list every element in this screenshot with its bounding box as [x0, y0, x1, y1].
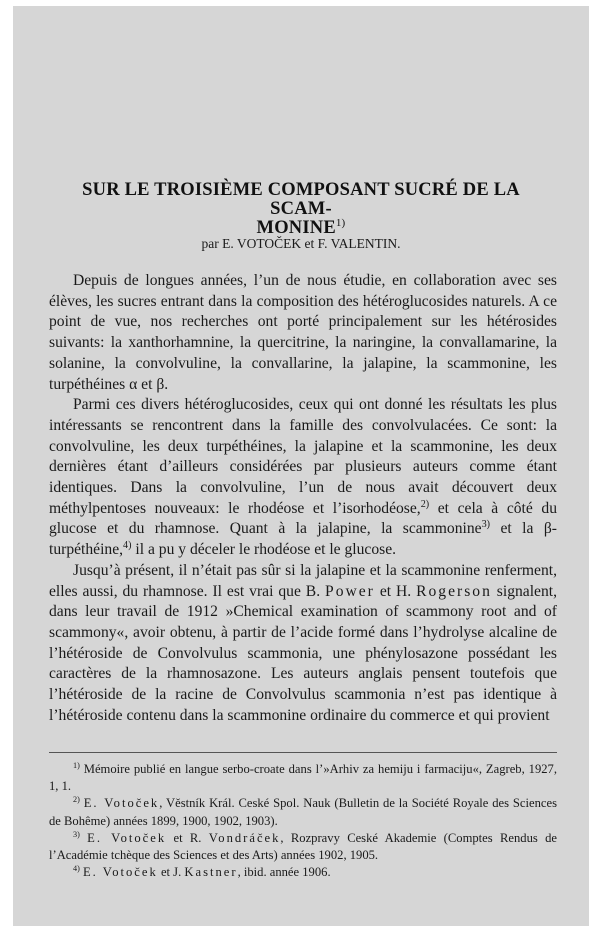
title-line-1: SUR LE TROISIÈME COMPOSANT SUCRÉ DE LA SCAM- [82, 180, 520, 219]
p3-text-c: signalent, dans leur travail de 1912 »Chemical examination of scammony root and of scammony«, avoir obtenu, à partir de l’acide formé dans l’hydrolyse alcaline de l’hétéroside de Convolvulus scammonia, une phénylosazone possédant les caractères de la rhamnosazone. Les auteurs anglais pensent toutefois que l’hétéroside de la racine de Convolvulus scammonia n’est pas identique à l’hétéroside contenu dans la scammonine ordinaire du commerce et qui provient [49, 582, 557, 724]
footnote-4-author: E. Votoček [82, 865, 158, 880]
paragraph-3 [49, 561, 557, 727]
footnote-4-mid: et J. [157, 865, 185, 880]
article-body [49, 271, 557, 726]
footnotes [49, 761, 557, 881]
footnote-1-ref: 1) [73, 760, 80, 770]
footnote-2-text: , Věstník Král. Ceské Spol. Nauk (Bulletin de la Société Royale des Sciences de Bohême) années 1899, 1900, 1902, 1903). [49, 796, 557, 828]
footnote-2 [49, 795, 557, 829]
author-rogerson: Rogerson [416, 582, 492, 600]
footnote-ref-3: 3) [481, 519, 491, 531]
byline: par E. VOTOČEK et F. VALENTIN. [201, 236, 401, 251]
paragraph-1: Depuis de longues années, l’un de nous étudie, en collaboration avec ses élèves, les sucres entrant dans la composition des hétéroglucosides naturels. A ce point de vue, nos recherches ont porté principalement sur les hétérosides suivants: la xanthorhamnine, la quercitrine, la naringine, la convallamarine, la solanine, la convolvuline, la convallarine, la jalapine, la scammonine, les turpéthéines α et β. [49, 272, 557, 393]
footnote-1-text: Mémoire publié en langue serbo-croate dans l’»Arhiv za hemiju i farmaciju«, Zagreb, 1927, 1, 1. [49, 762, 557, 794]
p2-text-a: Parmi ces divers hétéroglucosides, ceux qui ont donné les résultats les plus intéressants se rencontrent dans la famille des convolvulacées. Ce sont: la convolvuline, les deux turpéthéines, la jalapine et la scammonine, les deux dernières étant d’ailleurs considérées par plusieurs auteurs comme étant identiques. Dans la convolvuline, l’un de nous avait découvert deux méthylpentoses nouveaux: le rhodéose et l’isorhodéose, [49, 396, 557, 517]
p3-text-a: Jusqu’à présent, il n’était pas sûr si la jalapine et la scammonine renferment, elles aussi, du rhamnose. Il est vrai que B. [49, 561, 557, 600]
scanned-page [13, 6, 589, 926]
footnote-2-author: E. Votoček [83, 796, 160, 811]
footnote-3-text: , Rozpravy Ceské Akademie (Comptes Rendus de l’Académie tchèque des Sciences et des Arts) années 1902, 1905. [49, 830, 557, 863]
p2-text-c: et la β-turpéthéine, [49, 520, 557, 559]
footnote-4-author2: Kastner [184, 865, 238, 880]
footnote-4 [49, 864, 557, 881]
footnote-ref-4: 4) [123, 539, 132, 551]
p3-text-b: et H. [374, 582, 417, 600]
footnote-3-ref: 3) [73, 829, 80, 839]
footnote-3 [49, 830, 557, 864]
title-line-2: MONINE [256, 218, 336, 238]
footnote-2-ref: 2) [73, 795, 80, 805]
footnote-ref-2: 2) [420, 498, 430, 510]
footnote-1 [49, 761, 557, 795]
footnote-divider [49, 752, 557, 753]
paragraph-2 [49, 395, 557, 561]
footnote-3-author2: Vondráček [208, 830, 281, 845]
footnote-4-text: , ibid. année 1906. [237, 865, 331, 880]
p2-text-d: il a pu y déceler le rhodéose et le glucose. [131, 541, 397, 559]
title-footnote-ref: 1) [335, 216, 346, 229]
article-title [51, 181, 551, 238]
footnote-4-ref: 4) [73, 864, 80, 874]
author-power: Power [325, 582, 375, 600]
footnote-3-author: E. Votoček [87, 830, 167, 845]
p2-text-b: et cela à côté du glucose et du rhamnose. Quant à la jalapine, la scammonine [49, 499, 557, 538]
footnote-3-mid: et R. [166, 830, 209, 845]
